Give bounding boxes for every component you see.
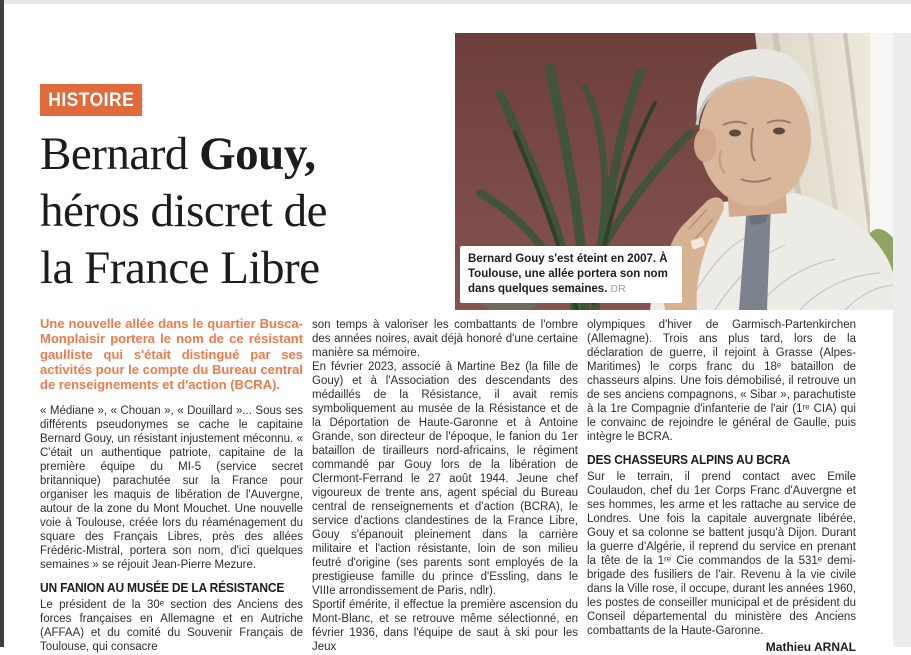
- photo-credit: DR: [610, 283, 626, 295]
- section-heading-chasseurs: DES CHASSEURS ALPINS AU BCRA: [587, 453, 791, 467]
- page-right-margin: [893, 33, 911, 647]
- headline-line2: héros discret de: [40, 185, 327, 237]
- column-3: [587, 318, 856, 655]
- page-left-edge: [0, 0, 4, 647]
- article-photo: [455, 33, 893, 310]
- headline-line1: [40, 128, 315, 180]
- page-top-edge: [0, 0, 911, 4]
- standfirst: Une nouvelle allée dans le quartier Busca-Monplaisir portera le nom de ce résistant gaulliste qui s'était distingué par ses activités pour le compte du Bureau central de renseignements et d'action (BCRA).: [40, 316, 303, 393]
- column-2: [312, 318, 578, 654]
- col1-paragraph-2: Le président de la 30ᵉ section des Anciens des forces françaises en Allemagne et en Autriche (AFFAA) et du comité du Souvenir Français de Toulouse, qui consacre: [40, 599, 303, 654]
- col1-paragraph-1: « Médiane », « Chouan », « Douillard »... Sous ses différents pseudonymes se cache le capitaine Bernard Gouy, un résistant injustement méconnu. « C'était un authentique patriote, capitaine de la première équipe du MI-5 (service secret britannique) parachutée sur la France pour organiser les maquis de libération de l'Auvergne, autour de la zone du Mont Mouchet. Une nouvelle voie à Toulouse, créée lors du réaménagement du square des Français Libres, près des allées Frédéric-Mistral, portera son nom, d'ici quelques semaines » se réjouit Jean-Pierre Mezure.: [40, 405, 303, 572]
- col2-paragraph-3: Sportif émérite, il effectue la première ascension du Mont-Blanc, et se retrouve même sélectionné, en février 1936, dans l'équipe de saut à ski pour les Jeux: [312, 599, 578, 653]
- column-1: [40, 316, 303, 654]
- headline-bold-name: Gouy,: [199, 128, 316, 180]
- headline-regular: Bernard: [40, 128, 200, 180]
- col2-paragraph-1: son temps à valoriser les combattants de l'ombre des années noires, avait déjà honoré d'une certaine manière sa mémoire.: [312, 319, 578, 359]
- col2-paragraph-2: En février 2023, associé à Martine Bez (la fille de Gouy) et à l'Association des descendants des médaillés de la Résistance, il avait remis symboliquement au musée de la Résistance et de la Déportation de Haute-Garonne et à Antoine Grande, son directeur de l'époque, le fanion du 1er bataillon de tirailleurs nord-africains, le régiment commandé par Gouy lors de la libération de Clermont-Ferrand le 27 août 1944. Jeune chef vigoureux de trente ans, agent spécial du Bureau central de renseignements et d'action (BCRA), le service d'actions clandestines de la France Libre, Gouy s'épanouit pleinement dans la carrière militaire et l'action résistante, loin de son milieu feutré d'origine (ses parents sont employés de la prestigieuse famille du prince d'Essling, dans le VIIIe arrondissement de Paris, ndlr).: [312, 361, 578, 597]
- photo-caption-text: Bernard Gouy s'est éteint en 2007. À Toulouse, une allée portera son nom dans quelques semaines.: [468, 253, 668, 295]
- section-kicker: HISTOIRE: [40, 84, 142, 116]
- photo-caption: [460, 246, 682, 303]
- col3-paragraph-1: olympiques d'hiver de Garmisch-Partenkirchen (Allemagne). Trois ans plus tard, lors de la déclaration de guerre, il rejoint à Grasse (Alpes-Maritimes) le corps franc du 18ᵉ bataillon de chasseurs alpins. Une fois démobilisé, il retrouve un de ses anciens compagnons, « Sibar », parachutiste à la 1re Compagnie d'infanterie de l'air (1ʳᵉ CIA) qui le convainc de rejoindre le général de Gaulle, puis intègre le BCRA.: [587, 319, 856, 443]
- article-headline: [40, 126, 460, 297]
- author-byline: Mathieu ARNAL: [765, 640, 856, 654]
- headline-line3: la France Libre: [40, 242, 320, 294]
- section-heading-fanion: UN FANION AU MUSÉE DE LA RÉSISTANCE: [40, 581, 285, 596]
- col3-paragraph-2: Sur le terrain, il prend contact avec Emile Coulaudon, chef du 1er Corps Franc d'Auvergne et ses hommes, les arme et les rattache au service de Londres. Une fois la capitale auvergnate libérée, Gouy et sa colonne se battent jusqu'à Dijon. Durant la guerre d'Algérie, il reprend du service en prenant la tête de la 1ʳᵉ Cie commandos de la 531ᵉ demi-brigade des fusiliers de l'air. Revenu à la vie civile dans la Ville rose, il occupe, durant les années 1960, les postes de conseiller municipal et de président du Conseil départemental du ministère des Anciens combattants de la Haute-Garonne.: [587, 471, 856, 637]
